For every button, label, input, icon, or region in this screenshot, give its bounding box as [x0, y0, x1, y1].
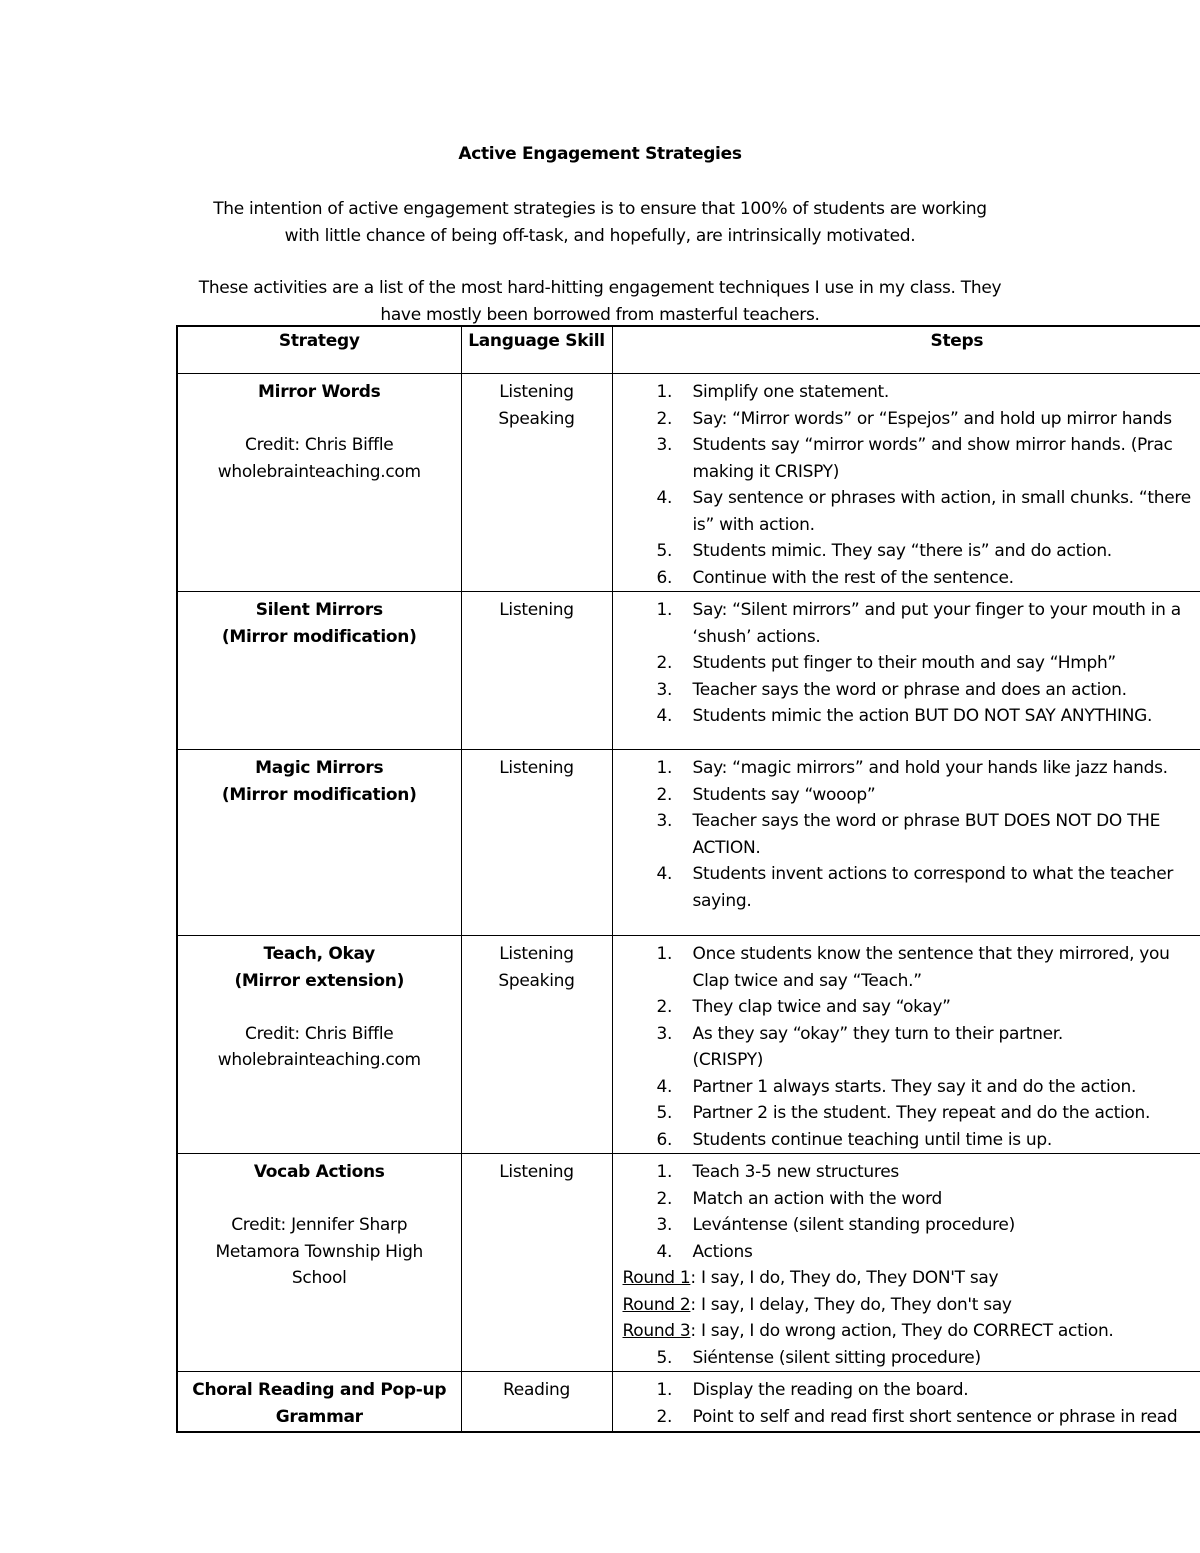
step-number: 5.	[656, 541, 673, 561]
step-text: Levántense (silent standing procedure)	[692, 1215, 1015, 1235]
step-text: Students mimic the action BUT DO NOT SAY ANYTHING.	[692, 706, 1153, 726]
step-number: 2.	[656, 784, 673, 805]
strategies-table	[176, 325, 1200, 1433]
round-line	[613, 1318, 1200, 1345]
step-item	[613, 755, 1200, 782]
steps-cell	[612, 936, 1200, 1154]
steps-list	[613, 941, 1200, 1153]
step-text: Students say “wooop”	[692, 784, 876, 805]
step-text: Clap twice and say “Teach.”	[692, 970, 922, 991]
intro-line: have mostly been borrowed from masterful teachers.	[380, 305, 820, 325]
language-skill: Listening	[499, 382, 574, 402]
step-text: Students put finger to their mouth and say “Hmph”	[692, 653, 1116, 673]
step-item	[613, 406, 1200, 433]
step-item	[613, 703, 1200, 730]
step-number: 5.	[656, 1347, 673, 1368]
step-text: ‘shush’ actions.	[692, 626, 821, 647]
strategy-credit: School	[291, 1268, 347, 1288]
strategy-credit: Metamora Township High	[215, 1241, 424, 1262]
step-item	[613, 1377, 1200, 1404]
step-number: 4.	[656, 706, 673, 726]
step-text: (CRISPY)	[692, 1050, 764, 1070]
step-text: Actions	[692, 1241, 753, 1262]
step-item	[613, 861, 1200, 914]
step-item	[613, 650, 1200, 677]
round-text: : I say, I do wrong action, They do CORRECT action.	[690, 1321, 1114, 1341]
strategy-name: (Mirror modification)	[221, 784, 417, 805]
step-number: 1.	[656, 382, 673, 402]
table-row	[177, 750, 1200, 936]
table-row	[177, 936, 1200, 1154]
strategy-credit: Credit: Chris Biffle	[245, 435, 394, 455]
language-skill: Listening	[499, 1162, 574, 1182]
language-skill-cell	[461, 1372, 612, 1432]
spacer	[182, 994, 457, 1021]
step-item	[613, 1404, 1200, 1431]
round-label: Round 3	[622, 1321, 691, 1341]
step-text: Partner 1 always starts. They say it and do the action.	[692, 1076, 1137, 1097]
step-number: 4.	[656, 1241, 673, 1262]
step-text: is” with action.	[692, 514, 815, 535]
steps-cell	[612, 750, 1200, 936]
language-skill-cell	[461, 374, 612, 592]
step-number: 2.	[656, 997, 673, 1017]
round-text: : I say, I do, They do, They DON'T say	[690, 1268, 999, 1288]
table-row	[177, 374, 1200, 592]
language-skill: Speaking	[498, 970, 575, 991]
step-item	[613, 677, 1200, 704]
step-item	[613, 485, 1200, 538]
step-number: 6.	[656, 1129, 673, 1150]
strategy-name: Mirror Words	[258, 382, 381, 402]
strategy-name: Magic Mirrors	[255, 758, 384, 778]
step-number: 3.	[656, 1023, 673, 1044]
strategy-cell	[177, 592, 461, 750]
step-item	[613, 782, 1200, 809]
step-text: Continue with the rest of the sentence.	[692, 567, 1014, 588]
step-number: 4.	[656, 1076, 673, 1097]
header-strategy: Strategy	[177, 326, 461, 374]
step-text: making it CRISPY)	[692, 461, 840, 482]
step-number: 1.	[656, 1162, 673, 1182]
strategy-credit: Credit: Chris Biffle	[245, 1023, 394, 1044]
steps-cell	[612, 592, 1200, 750]
strategy-cell	[177, 374, 461, 592]
step-item	[613, 1074, 1200, 1101]
steps-list	[613, 755, 1200, 914]
step-text: They clap twice and say “okay”	[692, 997, 951, 1017]
language-skill-cell	[461, 750, 612, 936]
step-text: Students continue teaching until time is up.	[692, 1129, 1052, 1150]
language-skill: Reading	[503, 1380, 570, 1400]
spacer	[182, 406, 457, 433]
language-skill: Speaking	[498, 408, 575, 429]
step-number: 5.	[656, 1103, 673, 1123]
strategy-name: Choral Reading and Pop-up	[192, 1380, 447, 1400]
step-item	[613, 1159, 1200, 1186]
step-text: Say: “Mirror words” or “Espejos” and hold up mirror hands	[692, 408, 1172, 429]
step-text: Point to self and read first short sentence or phrase in read	[692, 1406, 1178, 1427]
step-item	[613, 808, 1200, 861]
step-item	[613, 994, 1200, 1021]
step-number: 3.	[656, 679, 673, 700]
step-number: 2.	[656, 408, 673, 429]
step-item	[613, 565, 1200, 592]
table-row	[177, 1154, 1200, 1372]
step-number: 1.	[656, 600, 673, 620]
step-number: 6.	[656, 567, 673, 588]
strategy-credit: Credit: Jennifer Sharp	[231, 1215, 408, 1235]
step-text: Siéntense (silent sitting procedure)	[692, 1347, 981, 1368]
strategy-name: Vocab Actions	[253, 1162, 385, 1182]
intro-paragraph-1	[0, 196, 1200, 250]
intro-paragraph-2	[0, 275, 1200, 329]
step-text: Say: “Silent mirrors” and put your finger to your mouth in a	[692, 600, 1181, 620]
steps-list	[613, 1377, 1200, 1430]
step-item	[613, 941, 1200, 994]
step-number: 2.	[656, 1188, 673, 1209]
strategy-name: Teach, Okay	[263, 944, 375, 964]
strategy-cell	[177, 936, 461, 1154]
strategy-cell	[177, 750, 461, 936]
step-number: 1.	[656, 758, 673, 778]
header-language-skill: Language Skill	[461, 326, 612, 374]
steps-list	[613, 379, 1200, 591]
step-item	[613, 1100, 1200, 1127]
step-text: saying.	[692, 890, 752, 911]
step-number: 3.	[656, 811, 673, 831]
step-item	[613, 1212, 1200, 1239]
step-text: Say: “magic mirrors” and hold your hands like jazz hands.	[692, 758, 1168, 778]
strategy-cell	[177, 1154, 461, 1372]
steps-cell	[612, 1372, 1200, 1432]
step-number: 3.	[656, 1215, 673, 1235]
strategy-name: (Mirror extension)	[234, 970, 405, 991]
intro-line: These activities are a list of the most hard-hitting engagement techniques I use in my class. They	[198, 278, 1002, 298]
strategy-cell	[177, 1372, 461, 1432]
steps-list	[613, 1345, 1200, 1372]
step-item	[613, 432, 1200, 485]
step-number: 1.	[656, 944, 673, 964]
step-item	[613, 1021, 1200, 1074]
step-number: 2.	[656, 1406, 673, 1427]
header-steps: Steps	[612, 326, 1200, 374]
round-label: Round 1	[622, 1268, 691, 1288]
step-text: As they say “okay” they turn to their partner.	[692, 1023, 1063, 1044]
steps-list	[613, 597, 1200, 730]
round-line	[613, 1292, 1200, 1319]
language-skill: Listening	[499, 944, 574, 964]
language-skill-cell	[461, 1154, 612, 1372]
step-item	[613, 1345, 1200, 1372]
strategy-name: Grammar	[275, 1406, 363, 1427]
step-item	[613, 1239, 1200, 1266]
step-text: Teacher says the word or phrase BUT DOES NOT DO THE	[692, 811, 1161, 831]
step-text: Teach 3-5 new structures	[692, 1162, 899, 1182]
strategy-name: (Mirror modification)	[221, 626, 417, 647]
step-item	[613, 538, 1200, 565]
round-line	[613, 1265, 1200, 1292]
language-skill: Listening	[499, 600, 574, 620]
intro-line: The intention of active engagement strategies is to ensure that 100% of students are working	[213, 199, 987, 219]
step-text: Students mimic. They say “there is” and do action.	[692, 541, 1112, 561]
table-row	[177, 592, 1200, 750]
step-text: Match an action with the word	[692, 1188, 942, 1209]
language-skill-cell	[461, 592, 612, 750]
step-item	[613, 1127, 1200, 1154]
step-number: 3.	[656, 435, 673, 455]
spacer	[182, 1186, 457, 1213]
intro-line: with little chance of being off-task, and hopefully, are intrinsically motivated.	[284, 226, 916, 246]
step-text: Students say “mirror words” and show mirror hands. (Prac	[692, 435, 1173, 455]
step-text: Once students know the sentence that they mirrored, you	[692, 944, 1170, 964]
step-text: Display the reading on the board.	[692, 1380, 969, 1400]
strategy-credit: wholebrainteaching.com	[217, 1050, 421, 1070]
step-text: Simplify one statement.	[692, 382, 890, 402]
table-row	[177, 1372, 1200, 1432]
step-number: 4.	[656, 488, 673, 508]
language-skill-cell	[461, 936, 612, 1154]
step-item	[613, 597, 1200, 650]
step-text: Say sentence or phrases with action, in small chunks. “there	[692, 488, 1191, 508]
step-number: 2.	[656, 653, 673, 673]
table-body	[177, 374, 1200, 1432]
steps-cell	[612, 374, 1200, 592]
step-number: 1.	[656, 1380, 673, 1400]
steps-list	[613, 1159, 1200, 1265]
steps-cell	[612, 1154, 1200, 1372]
round-label: Round 2	[622, 1294, 691, 1315]
table-header-row	[177, 326, 1200, 374]
step-item	[613, 1186, 1200, 1213]
strategy-name: Silent Mirrors	[255, 600, 383, 620]
document-title: Active Engagement Strategies	[458, 144, 742, 164]
round-text: : I say, I delay, They do, They don't say	[690, 1294, 1012, 1315]
step-number: 4.	[656, 864, 673, 884]
step-text: Partner 2 is the student. They repeat and do the action.	[692, 1103, 1151, 1123]
step-text: Teacher says the word or phrase and does an action.	[692, 679, 1127, 700]
language-skill: Listening	[499, 758, 574, 778]
step-item	[613, 379, 1200, 406]
strategy-credit: wholebrainteaching.com	[217, 461, 421, 482]
step-text: Students invent actions to correspond to what the teacher	[692, 864, 1174, 884]
step-text: ACTION.	[692, 837, 761, 858]
